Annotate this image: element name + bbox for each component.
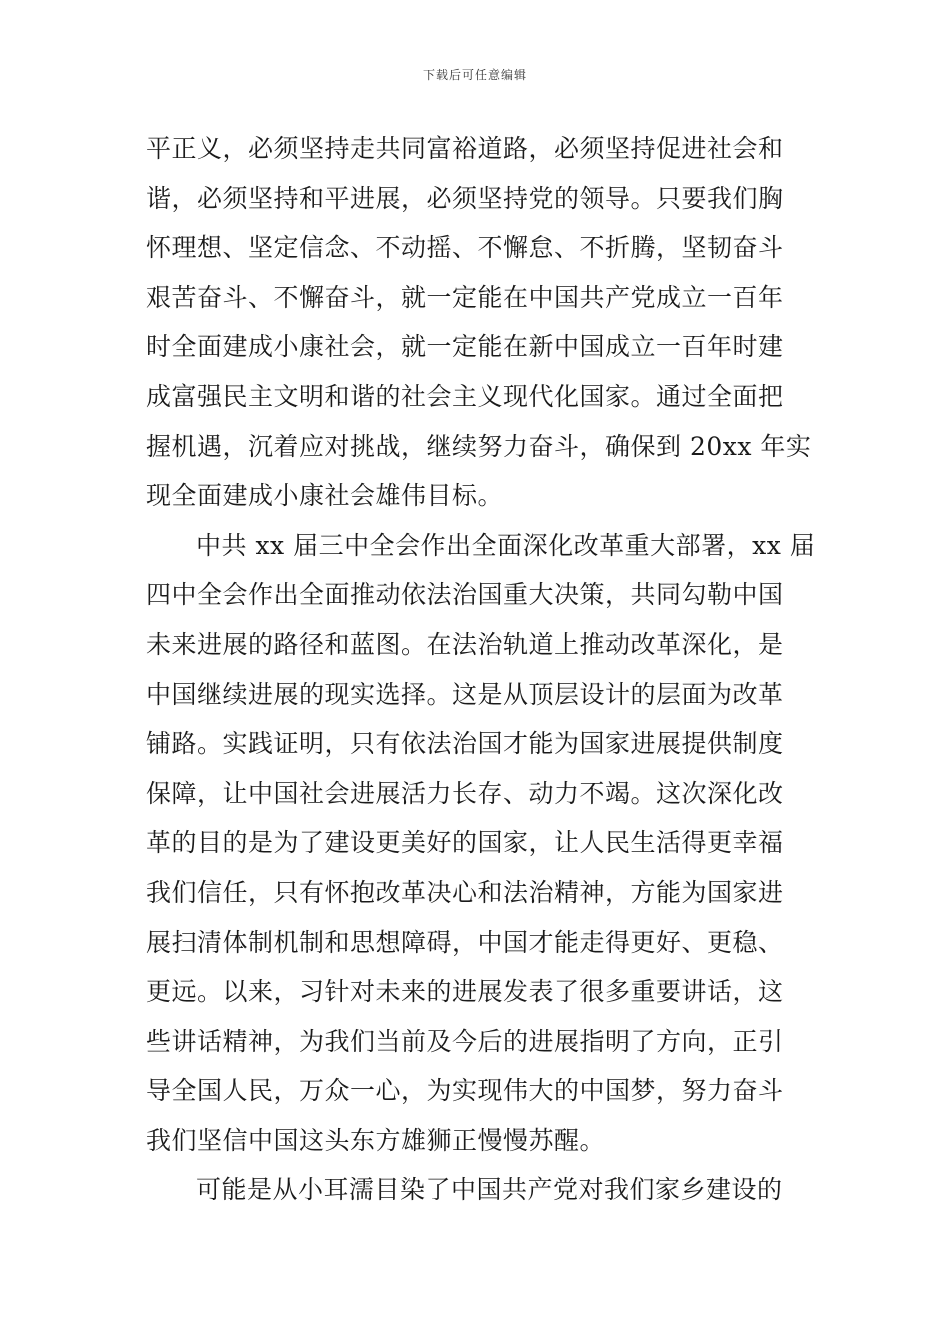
text-line: 四中全会作出全面推动依法治国重大决策，共同勾勒中国 [146,580,784,610]
text-line: 平正义，必须坚持走共同富裕道路，必须坚持促进社会和 [146,134,784,163]
paragraph-first-line: 可能是从小耳濡目染了中国共产党对我们家乡建设的 [196,1175,783,1205]
text-line: 些讲话精神，为我们当前及今后的进展指明了方向，正引 [146,1026,784,1056]
text-line: 成富强民主文明和谐的社会主义现代化国家。通过全面把 [146,381,784,411]
text-line: 现全面建成小康社会雄伟目标。 [146,481,504,511]
text-line: 铺路。实践证明，只有依法治国才能为国家进展提供制度 [146,729,784,759]
page-header: 下载后可任意编辑 [422,68,527,82]
text-line: 怀理想、坚定信念、不动摇、不懈怠、不折腾，坚韧奋斗 [146,233,784,263]
text-line: 更远。以来，习针对未来的进展发表了很多重要讲话，这 [146,977,784,1007]
text-line: 导全国人民，万众一心，为实现伟大的中国梦，努力奋斗 [146,1076,784,1106]
text-line: 保障，让中国社会进展活力长存、动力不竭。这次深化改 [146,778,784,808]
text-line: 我们信任，只有怀抱改革决心和法治精神，方能为国家进 [146,877,784,907]
text-line: 展扫清体制机制和思想障碍，中国才能走得更好、更稳、 [146,927,784,957]
text-line: 未来进展的路径和蓝图。在法治轨道上推动改革深化，是 [146,629,784,659]
text-line: 中国继续进展的现实选择。这是从顶层设计的层面为改革 [146,679,784,709]
text-line: 我们坚信中国这头东方雄狮正慢慢苏醒。 [146,1125,606,1155]
paragraph-first-line: 中共 xx 届三中全会作出全面深化改革重大部署，xx 届 [196,530,816,560]
text-line: 握机遇，沉着应对挑战，继续努力奋斗，确保到 20xx 年实 [146,431,812,461]
text-line: 时全面建成小康社会，就一定能在新中国成立一百年时建 [146,332,784,362]
text-line: 谐，必须坚持和平进展，必须坚持党的领导。只要我们胸 [146,183,784,213]
text-line: 革的目的是为了建设更美好的国家，让人民生活得更幸福 [146,828,784,858]
document-body [146,124,816,1215]
text-line: 艰苦奋斗、不懈奋斗，就一定能在中国共产党成立一百年 [146,282,784,312]
